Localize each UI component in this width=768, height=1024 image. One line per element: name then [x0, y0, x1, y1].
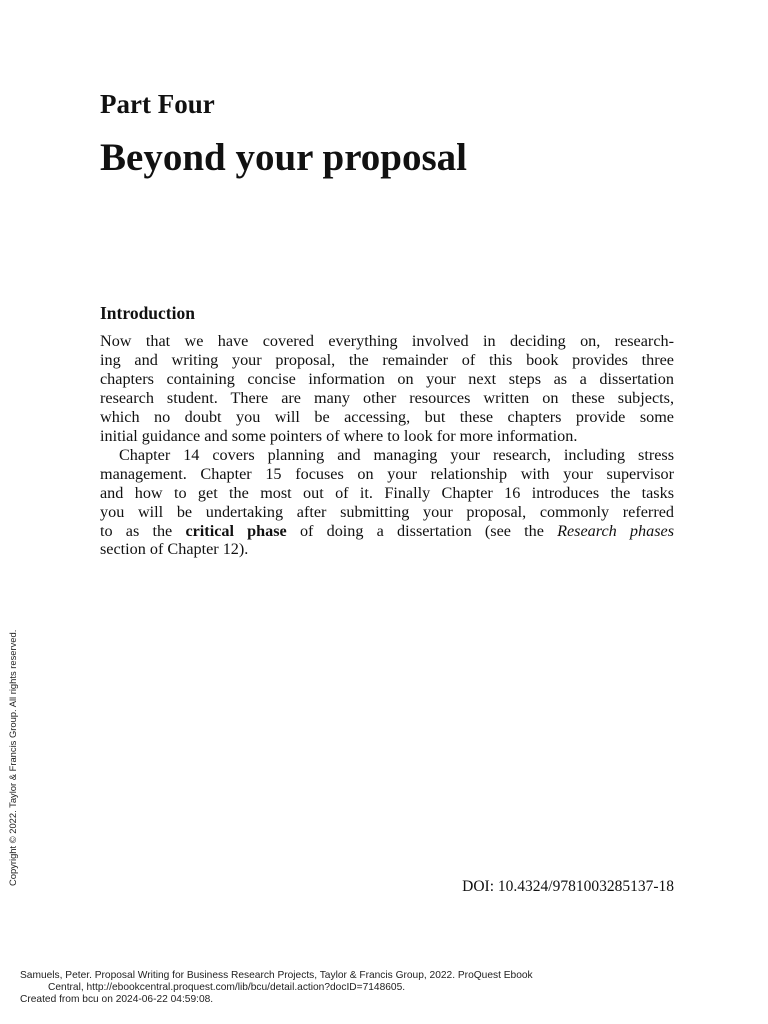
citation-footer [20, 970, 533, 1006]
text-line: ing and writing your proposal, the remainder of this book provides three [100, 350, 674, 369]
text-line: section of Chapter 12). [100, 540, 249, 559]
body-text [100, 332, 674, 559]
part-label: Part Four [100, 89, 215, 119]
text-line: chapters containing concise information on your next steps as a dissertation [100, 369, 674, 388]
text-line: Chapter 14 covers planning and managing your research, including stress [119, 445, 674, 464]
text-line: research student. There are many other resources written on these subjects, [100, 388, 674, 407]
paragraph-2 [100, 446, 674, 560]
key-term: critical phase [185, 521, 287, 540]
text-line: and how to get the most out of it. Finally Chapter 16 introduces the tasks [100, 483, 674, 502]
text-run: to as the [100, 521, 186, 540]
citation-line: Central, http://ebookcentral.proquest.com/lib/bcu/detail.action?docID=7148605. [48, 982, 406, 993]
doi-reference: DOI: 10.4324/9781003285137-18 [462, 878, 674, 895]
text-line: you will be undertaking after submitting your proposal, commonly referred [100, 502, 674, 521]
text-line: management. Chapter 15 focuses on your relationship with your supervisor [100, 464, 674, 483]
text-line: initial guidance and some pointers of where to look for more information. [100, 426, 578, 445]
copyright-notice: Copyright © 2022. Taylor & Francis Group. All rights reserved. [7, 629, 18, 886]
text-line: Now that we have covered everything involved in deciding on, research- [100, 332, 674, 350]
text-run: of doing a dissertation (see the [286, 521, 558, 540]
paragraph-1 [100, 332, 674, 446]
text-line: which no doubt you will be accessing, but these chapters provide some [100, 407, 674, 426]
section-heading: Introduction [100, 303, 195, 323]
citation-line: Samuels, Peter. Proposal Writing for Business Research Projects, Taylor & Francis Group, 2022. ProQuest Ebook [20, 970, 533, 981]
text-line [100, 522, 674, 541]
cross-reference: Research phases [557, 521, 674, 540]
citation-line: Created from bcu on 2024-06-22 04:59:08. [20, 994, 214, 1005]
page-title: Beyond your proposal [100, 136, 467, 179]
